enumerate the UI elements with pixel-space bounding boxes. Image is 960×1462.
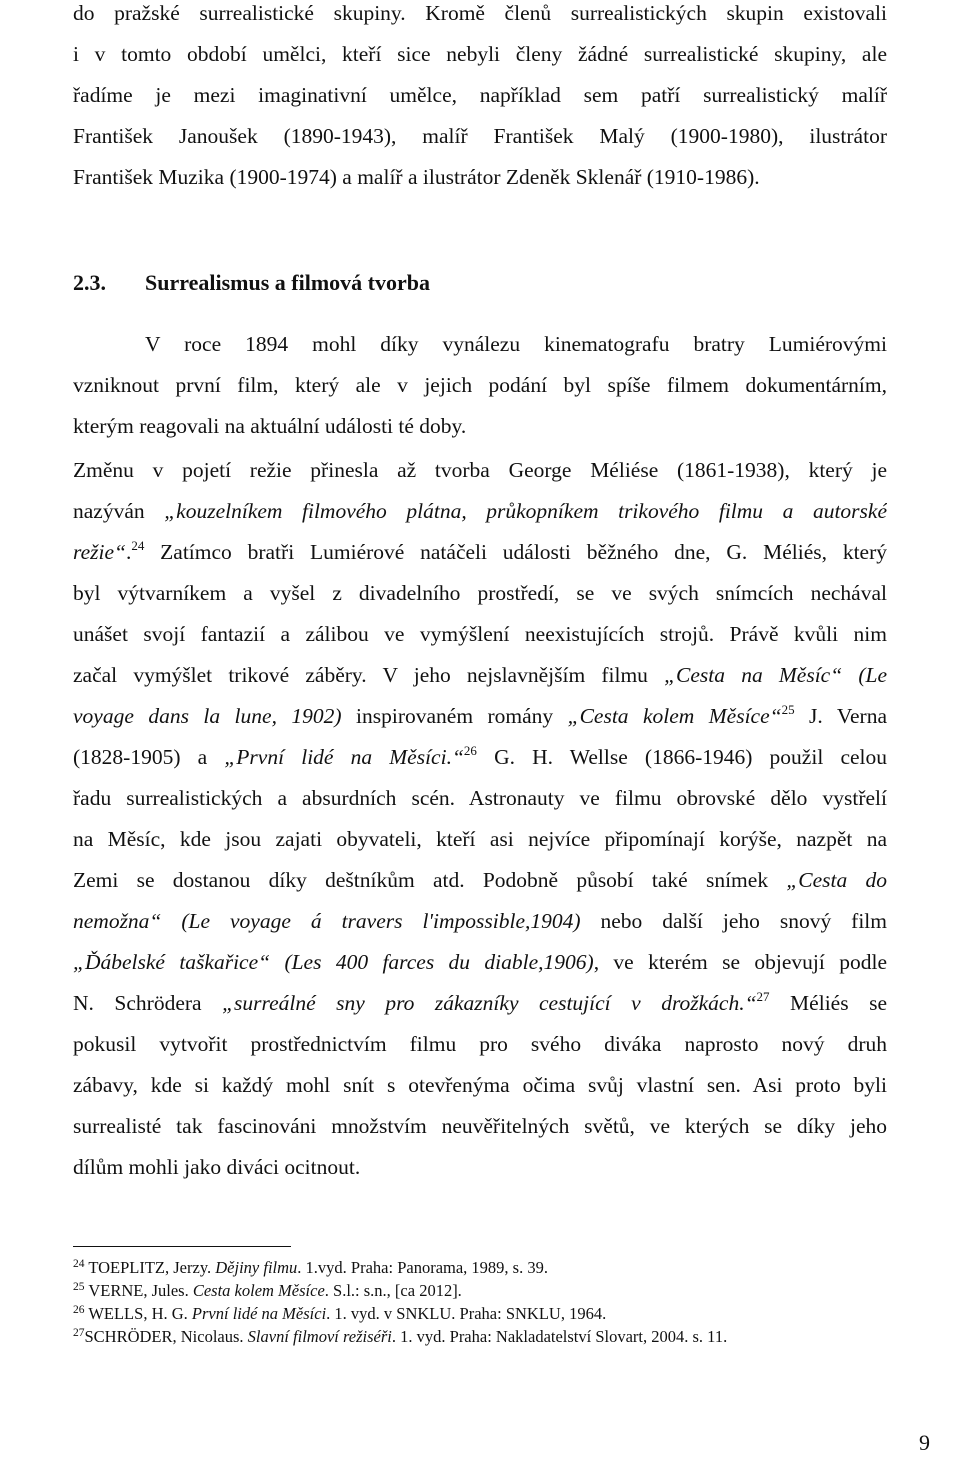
text-run: Méliés se xyxy=(769,991,887,1015)
section-heading xyxy=(73,262,430,303)
text-line: řadíme je mezi imaginativní umělce, například sem patří surrealistický malíř xyxy=(73,83,887,107)
text-run: (1828-1905) a xyxy=(73,745,225,769)
text-line xyxy=(73,860,887,901)
text-line: V roce 1894 mohl díky vynálezu kinematografu bratry Lumiérovými xyxy=(145,332,887,356)
footnote-text: . 1. vyd. Praha: Nakladatelství Slovart, 2004. s. 11. xyxy=(391,1327,728,1346)
footnote-separator xyxy=(73,1246,291,1247)
text-line: pokusil vytvořit prostřednictvím filmu pro svého diváka naprosto nový druh xyxy=(73,1032,887,1056)
footnote-text: SCHRÖDER, Nicolaus. xyxy=(84,1327,248,1346)
text-line: na Měsíc, kde jsou zajati obyvateli, kteří asi nejvíce připomínají korýše, nazpět na xyxy=(73,827,887,851)
section-number: 2.3. xyxy=(73,270,106,295)
film-title: „Ďábelské taškařice“ (Les 400 farces du diable,1906) xyxy=(73,950,594,974)
text-run: Zemi se dostanou díky deštníkům atd. Podobně působí také snímek xyxy=(73,868,787,892)
footnote xyxy=(73,1279,913,1302)
text-run: G. H. Wellse (1866-1946) použil celou xyxy=(476,745,887,769)
text-line xyxy=(73,942,887,983)
footnote-text: . 1. vyd. v SNKLU. Praha: SNKLU, 1964. xyxy=(326,1304,607,1323)
text-line xyxy=(73,901,887,942)
quote-text: „surreálné sny pro zákazníky cestující v drožkách.“ xyxy=(222,991,757,1015)
text-line: vzniknout první film, který ale v jejich podání byl spíše filmem dokumentárním, xyxy=(73,373,887,397)
footnote-number: 25 xyxy=(73,1281,85,1293)
paragraph-lumiere xyxy=(73,324,887,447)
footnote xyxy=(73,1302,913,1325)
text-line: kterým reagovali na aktuální události té doby. xyxy=(73,414,467,438)
footnote-ref: 25 xyxy=(781,702,795,717)
footnote xyxy=(73,1325,913,1348)
text-run: , ve kterém se objevují podle xyxy=(593,950,887,974)
paragraph-melies xyxy=(73,450,887,1188)
footnote-ref: 27 xyxy=(756,989,770,1004)
text-line: byl výtvarníkem a vyšel z divadelního prostředí, se ve svých snímcích nechával xyxy=(73,581,887,605)
footnote-text: VERNE, Jules. xyxy=(88,1281,193,1300)
footnote-text: TOEPLITZ, Jerzy. xyxy=(88,1258,216,1277)
footnote-title: První lidé na Měsíci xyxy=(191,1304,327,1323)
film-title: „Cesta do xyxy=(786,868,887,892)
footnote-ref: 26 xyxy=(463,743,477,758)
footnote xyxy=(73,1256,913,1279)
footnote-text: WELLS, H. G. xyxy=(88,1304,192,1323)
footnote-text: . S.l.: s.n., [ca 2012]. xyxy=(324,1281,462,1300)
text-line xyxy=(73,491,887,532)
intro-paragraph xyxy=(73,0,887,198)
text-run: nebo další jeho snový film xyxy=(580,909,887,933)
footnote-title: Dějiny filmu xyxy=(215,1258,298,1277)
text-run: . xyxy=(125,540,132,564)
text-line: dílům mohli jako diváci ocitnout. xyxy=(73,1155,361,1179)
footnote-title: Slavní filmoví režiséři xyxy=(247,1327,392,1346)
text-line: František Muzika (1900-1974) a malíř a ilustrátor Zdeněk Sklenář (1910-1986). xyxy=(73,165,760,189)
quote-text: „kouzelníkem filmového plátna, průkopníkem trikového filmu a autorské xyxy=(164,499,887,523)
text-line xyxy=(73,696,887,737)
footnote-number: 24 xyxy=(73,1258,85,1270)
footnote-number: 27 xyxy=(73,1327,85,1339)
text-run: inspirovaném romány xyxy=(341,704,568,728)
text-line: surrealisté tak fascinováni množstvím neuvěřitelných světů, ve kterých se díky jeho xyxy=(73,1114,887,1138)
section-title: Surrealismus a filmová tvorba xyxy=(145,270,430,295)
text-line xyxy=(73,737,887,778)
text-line: Změnu v pojetí režie přinesla až tvorba George Méliése (1861-1938), který je xyxy=(73,458,887,482)
text-line: unášet svojí fantazií a zálibou ve vymýšlení neexistujících strojů. Právě kvůli nim xyxy=(73,622,887,646)
text-run: N. Schrödera xyxy=(73,991,223,1015)
book-title: „První lidé na Měsíci.“ xyxy=(224,745,464,769)
text-run: nazýván xyxy=(73,499,165,523)
film-title: voyage dans la lune, 1902) xyxy=(73,704,342,728)
text-line: i v tomto období umělci, kteří sice nebyli členy žádné surrealistické skupiny, ale xyxy=(73,42,887,66)
page-number: 9 xyxy=(919,1430,930,1455)
text-line xyxy=(73,655,887,696)
footnote-title: Cesta kolem Měsíce xyxy=(192,1281,325,1300)
text-run: začal vymýšlet trikové záběry. V jeho nejslavnějším filmu xyxy=(73,663,665,687)
footnote-ref: 24 xyxy=(131,538,145,553)
footnotes xyxy=(73,1256,913,1348)
text-line: řadu surrealistických a absurdních scén. Astronauty ve filmu obrovské dělo vystřelí xyxy=(73,786,887,810)
film-title: nemožna“ (Le voyage á travers l'impossible,1904) xyxy=(73,909,581,933)
quote-text: režie“ xyxy=(73,540,126,564)
text-line xyxy=(73,532,887,573)
text-line xyxy=(73,983,887,1024)
text-line: zábavy, kde si každý mohl snít s otevřenýma očima svůj vlastní sen. Asi proto byli xyxy=(73,1073,887,1097)
footnote-number: 26 xyxy=(73,1304,85,1316)
footnote-text: . 1.vyd. Praha: Panorama, 1989, s. 39. xyxy=(297,1258,548,1277)
film-title: „Cesta na Měsíc“ (Le xyxy=(664,663,887,687)
text-line: František Janoušek (1890-1943), malíř František Malý (1900-1980), ilustrátor xyxy=(73,124,887,148)
book-title: „Cesta kolem Měsíce“ xyxy=(567,704,782,728)
text-run: Zatímco bratři Lumiérové natáčeli události běžného dne, G. Méliés, který xyxy=(144,540,887,564)
text-run: J. Verna xyxy=(794,704,887,728)
text-line: do pražské surrealistické skupiny. Kromě členů surrealistických skupin existovali xyxy=(73,1,887,25)
